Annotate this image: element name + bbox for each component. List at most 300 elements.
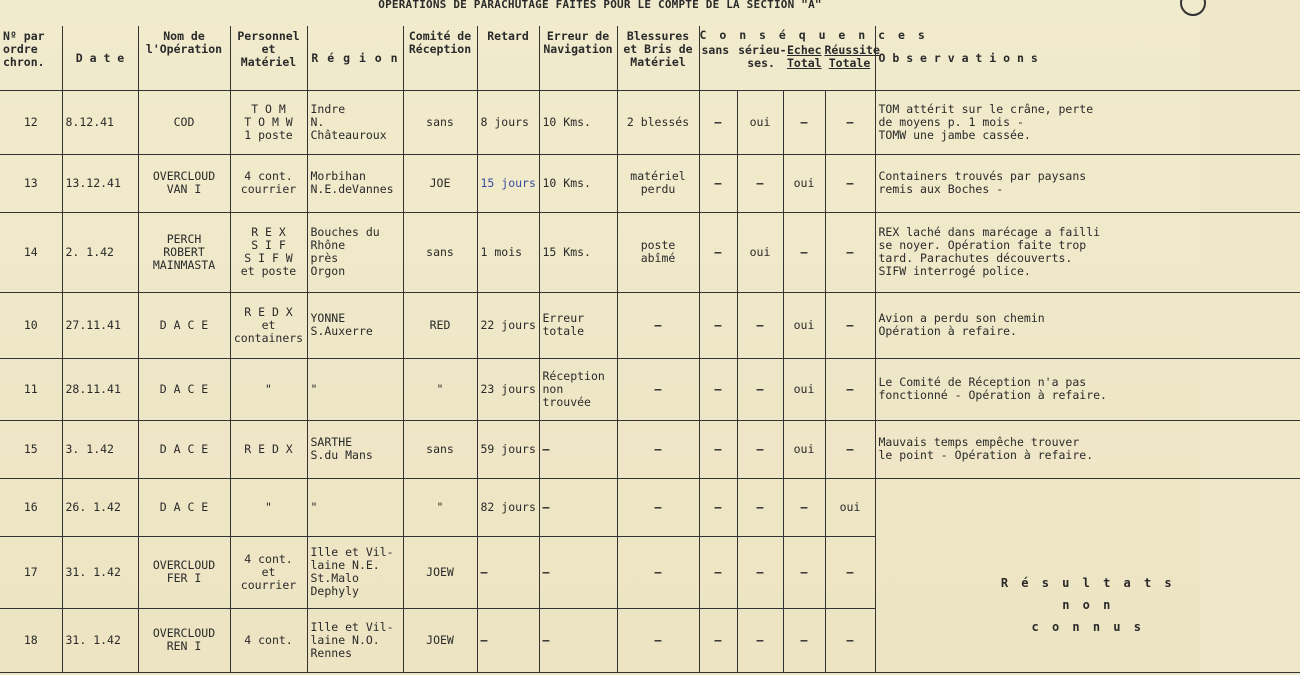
cell-operation xyxy=(138,478,230,536)
cell-erreur-line: — xyxy=(542,564,550,579)
cell-region-line: laine N.E. xyxy=(310,558,380,572)
cell-comite xyxy=(403,608,477,672)
table-row xyxy=(0,478,1300,536)
cell-num-line: 11 xyxy=(23,381,38,396)
cell-reussite-line: — xyxy=(846,441,854,456)
header-comite: Comité de Réception xyxy=(403,26,477,90)
cell-echec-line: oui xyxy=(793,441,815,456)
cell-blessures-line: — xyxy=(654,381,662,396)
cell-comite xyxy=(403,212,477,292)
header-operation: Nom de l'Opération xyxy=(138,26,230,90)
cell-erreur-line: totale xyxy=(542,324,585,338)
cell-num xyxy=(0,292,62,358)
cell-blessures-line: poste xyxy=(640,238,676,252)
cell-echec-line: oui xyxy=(793,175,815,190)
cell-region-line: Bouches du xyxy=(310,225,380,239)
cell-personnel-line: et poste xyxy=(240,264,297,278)
cell-comite xyxy=(403,154,477,212)
cell-personnel xyxy=(230,420,307,478)
cell-echec-line: — xyxy=(800,564,808,579)
cell-reussite xyxy=(825,154,875,212)
cell-operation-line: OVERCLOUD xyxy=(152,626,216,640)
cell-personnel-line: R E D X xyxy=(244,441,293,456)
cell-retard xyxy=(477,154,539,212)
cell-erreur-line: 15 Kms. xyxy=(542,244,591,259)
cell-observations-line: TOMW une jambe cassée. xyxy=(878,127,1031,142)
cell-erreur xyxy=(539,536,617,608)
cell-num xyxy=(0,358,62,420)
cell-observations-line: se noyer. Opération faite trop xyxy=(878,238,1087,252)
cell-operation xyxy=(138,608,230,672)
cell-region xyxy=(307,358,403,420)
cell-num-line: 17 xyxy=(23,564,38,579)
cell-serieuses xyxy=(737,420,783,478)
cell-sans-line: — xyxy=(714,632,722,647)
cell-blessures-line: abîmé xyxy=(640,251,676,265)
cell-sans-line: — xyxy=(714,114,722,129)
cell-observations-line: Containers trouvés par paysans xyxy=(878,169,1087,183)
cell-erreur xyxy=(539,358,617,420)
cell-operation-line: OVERCLOUD xyxy=(152,558,216,572)
header-consequences: C o n s é q u e n c e s xyxy=(699,28,928,42)
cell-region-line: St.Malo xyxy=(310,571,359,585)
cell-erreur-line: non xyxy=(542,381,564,396)
cell-operation-line: D A C E xyxy=(159,499,209,514)
cell-comite-line: sans xyxy=(426,114,454,129)
cell-erreur-line: Réception xyxy=(542,368,605,383)
cell-date-line: 8.12.41 xyxy=(65,114,114,129)
cell-sans-line: — xyxy=(714,441,722,456)
cell-sans xyxy=(699,608,737,672)
cell-personnel-line: R E X xyxy=(251,225,286,239)
cell-personnel-line: 4 cont. xyxy=(244,551,293,566)
cell-operation-line: D A C E xyxy=(159,381,209,396)
cell-erreur xyxy=(539,420,617,478)
cell-observations-line: Avion a perdu son chemin xyxy=(878,311,1045,325)
header-sans: sans xyxy=(701,43,730,57)
cell-serieuses xyxy=(737,358,783,420)
cell-reussite-line: — xyxy=(846,175,854,190)
cell-num xyxy=(0,420,62,478)
cell-region-line: Orgon xyxy=(310,264,346,278)
cell-retard xyxy=(477,90,539,154)
cell-reussite-line: — xyxy=(846,244,854,259)
cell-sans-line: — xyxy=(714,175,722,190)
header-reussite: Réussite Totale xyxy=(824,43,880,70)
cell-region xyxy=(307,420,403,478)
cell-serieuses xyxy=(737,608,783,672)
cell-personnel-line: " xyxy=(265,381,272,396)
cell-erreur xyxy=(539,608,617,672)
cell-erreur xyxy=(539,292,617,358)
cell-observations-line: remis aux Boches - xyxy=(878,182,1004,196)
header-serieuses: sérieu- ses. xyxy=(738,43,787,70)
cell-reussite xyxy=(825,608,875,672)
cell-num xyxy=(0,154,62,212)
cell-observations xyxy=(875,292,1300,358)
cell-retard xyxy=(477,420,539,478)
header-erreur: Erreur de Navigation xyxy=(539,26,617,90)
cell-reussite xyxy=(825,90,875,154)
cell-echec xyxy=(783,608,825,672)
cell-personnel-line: 1 poste xyxy=(244,127,293,142)
cell-personnel xyxy=(230,212,307,292)
cell-region xyxy=(307,212,403,292)
cell-operation-line: MAINMASTA xyxy=(152,257,216,272)
cell-reussite xyxy=(825,478,875,536)
cell-num xyxy=(0,608,62,672)
cell-personnel-line: 4 cont. xyxy=(244,632,293,647)
cell-region xyxy=(307,292,403,358)
cell-sans xyxy=(699,420,737,478)
table-row xyxy=(0,292,1300,358)
cell-date xyxy=(62,154,138,212)
cell-region-line: N.E.deVannes xyxy=(310,182,394,196)
header-date: D a t e xyxy=(62,26,138,90)
cell-num-line: 13 xyxy=(23,175,38,190)
cell-retard-line: 23 jours xyxy=(480,381,536,396)
cell-retard-line: 59 jours xyxy=(480,441,536,456)
table-row xyxy=(0,154,1300,212)
cell-sans xyxy=(699,212,737,292)
cell-operation xyxy=(138,536,230,608)
header-row xyxy=(0,26,1300,90)
cell-personnel xyxy=(230,608,307,672)
cell-reussite-line: — xyxy=(846,317,854,332)
cell-retard-line: 22 jours xyxy=(480,317,536,332)
cell-retard-line: 8 jours xyxy=(480,114,529,129)
operations-table xyxy=(0,26,1300,673)
cell-observations xyxy=(875,420,1300,478)
cell-personnel-line: et xyxy=(261,564,276,579)
cell-erreur-line: — xyxy=(542,499,550,514)
cell-serieuses xyxy=(737,154,783,212)
cell-echec xyxy=(783,536,825,608)
cell-retard xyxy=(477,536,539,608)
cell-comite xyxy=(403,478,477,536)
cell-operation-line: FER I xyxy=(166,571,202,585)
cell-personnel xyxy=(230,154,307,212)
cell-personnel-line: " xyxy=(265,499,272,514)
cell-observations-line: de moyens p. 1 mois - xyxy=(878,114,1024,129)
header-consequences-group xyxy=(699,26,928,90)
cell-date-line: 27.11.41 xyxy=(65,317,121,332)
cell-num xyxy=(0,536,62,608)
cell-comite-line: sans xyxy=(426,244,454,259)
cell-sans-line: — xyxy=(714,317,722,332)
cell-operation-line: OVERCLOUD xyxy=(152,169,216,183)
cell-operation-line: PERCH xyxy=(166,231,202,246)
cell-reussite-line: — xyxy=(846,564,854,579)
cell-region-line: S.du Mans xyxy=(310,448,373,462)
cell-num-line: 18 xyxy=(23,632,38,647)
cell-blessures xyxy=(617,90,699,154)
cell-retard-line: 82 jours xyxy=(480,499,536,514)
cell-serieuses-line: — xyxy=(756,632,764,647)
cell-blessures xyxy=(617,608,699,672)
cell-blessures xyxy=(617,536,699,608)
cell-sans xyxy=(699,292,737,358)
cell-sans xyxy=(699,90,737,154)
cell-operation xyxy=(138,358,230,420)
cell-date xyxy=(62,478,138,536)
cell-blessures-line: — xyxy=(654,564,662,579)
cell-erreur-line: 10 Kms. xyxy=(542,175,591,190)
cell-personnel xyxy=(230,292,307,358)
cell-region-line: Rennes xyxy=(310,645,353,660)
cell-date-line: 3. 1.42 xyxy=(65,441,114,456)
cell-region-line: laine N.O. xyxy=(310,632,380,647)
cell-personnel-line: 4 cont. xyxy=(244,169,293,183)
cell-echec-line: — xyxy=(800,632,808,647)
cell-region-line: YONNE xyxy=(310,311,346,325)
cell-retard-line: — xyxy=(480,632,488,647)
cell-blessures xyxy=(617,478,699,536)
cell-personnel-line: courrier xyxy=(240,577,297,592)
cell-region-line: " xyxy=(310,499,318,514)
cell-date xyxy=(62,536,138,608)
cell-sans-line: — xyxy=(714,381,722,396)
cell-date xyxy=(62,90,138,154)
cell-erreur xyxy=(539,90,617,154)
cell-retard xyxy=(477,608,539,672)
cell-comite xyxy=(403,358,477,420)
cell-operation-line: COD xyxy=(173,114,195,129)
cell-echec xyxy=(783,292,825,358)
cell-reussite-line: — xyxy=(846,114,854,129)
cell-date-line: 31. 1.42 xyxy=(65,564,121,579)
cell-reussite xyxy=(825,358,875,420)
cell-observations-line: Mauvais temps empêche trouver xyxy=(878,435,1080,449)
cell-echec-line: oui xyxy=(793,317,815,332)
cell-erreur xyxy=(539,212,617,292)
cell-personnel-line: R E D X xyxy=(244,304,293,319)
cell-date-line: 26. 1.42 xyxy=(65,499,121,514)
cell-serieuses-line: oui xyxy=(749,114,771,129)
cell-num-line: 12 xyxy=(23,114,38,129)
cell-retard-line: 1 mois xyxy=(480,244,523,259)
cell-region-line: Ille et Vil- xyxy=(310,619,394,634)
cell-retard xyxy=(477,292,539,358)
results-note-line: R é s u l t a t s xyxy=(1000,576,1175,590)
page-corner-mark xyxy=(1180,0,1206,16)
cell-region xyxy=(307,478,403,536)
cell-erreur-line: trouvée xyxy=(542,394,591,409)
cell-retard xyxy=(477,212,539,292)
cell-observations-line: TOM attérit sur le crâne, perte xyxy=(878,101,1094,116)
cell-operation xyxy=(138,90,230,154)
cell-region-line: Châteauroux xyxy=(310,127,387,142)
cell-serieuses xyxy=(737,478,783,536)
table-row xyxy=(0,212,1300,292)
cell-blessures-line: — xyxy=(654,499,662,514)
cell-personnel-line: T O M W xyxy=(244,114,293,129)
cell-erreur-line: — xyxy=(542,441,550,456)
cell-region-line: Ille et Vil- xyxy=(310,545,394,559)
cell-comite-line: " xyxy=(436,381,444,396)
cell-date-line: 31. 1.42 xyxy=(65,632,121,647)
cell-observations-line: Opération à refaire. xyxy=(878,324,1017,338)
cell-personnel-line: T O M xyxy=(251,101,286,116)
cell-sans-line: — xyxy=(714,244,722,259)
cell-blessures-line: perdu xyxy=(640,182,676,196)
cell-blessures-line: — xyxy=(654,317,662,332)
cell-blessures xyxy=(617,212,699,292)
cell-reussite xyxy=(825,212,875,292)
table-row xyxy=(0,420,1300,478)
cell-sans xyxy=(699,358,737,420)
cell-retard-line: — xyxy=(480,564,488,579)
cell-serieuses-line: — xyxy=(756,381,764,396)
cell-blessures-line: — xyxy=(654,441,662,456)
cell-region-line: S.Auxerre xyxy=(310,324,373,338)
cell-echec-line: — xyxy=(800,244,808,259)
cell-comite xyxy=(403,292,477,358)
cell-operation xyxy=(138,154,230,212)
cell-observations-line: fonctionné - Opération à refaire. xyxy=(878,388,1107,402)
cell-blessures xyxy=(617,420,699,478)
cell-operation xyxy=(138,420,230,478)
cell-reussite-line: — xyxy=(846,632,854,647)
cell-operation xyxy=(138,292,230,358)
cell-personnel-line: courrier xyxy=(240,182,297,196)
cell-reussite xyxy=(825,536,875,608)
cell-personnel-line: et xyxy=(261,317,276,332)
cell-comite-line: RED xyxy=(429,317,451,332)
cell-reussite xyxy=(825,420,875,478)
header-personnel: Personnel et Matériel xyxy=(230,26,307,90)
cell-region-line: près xyxy=(310,251,339,265)
cell-personnel-line: S I F W xyxy=(244,251,293,265)
cell-echec xyxy=(783,212,825,292)
cell-date-line: 13.12.41 xyxy=(65,175,121,190)
cell-sans-line: — xyxy=(714,499,722,514)
cell-blessures xyxy=(617,358,699,420)
cell-erreur xyxy=(539,478,617,536)
cell-operation-line: ROBERT xyxy=(163,244,205,259)
cell-retard-line: 15 jours xyxy=(480,175,536,190)
cell-region xyxy=(307,90,403,154)
cell-serieuses xyxy=(737,292,783,358)
cell-comite xyxy=(403,90,477,154)
cell-blessures-line: — xyxy=(654,632,662,647)
cell-serieuses-line: — xyxy=(756,317,764,332)
results-note-line: n o n xyxy=(1062,598,1114,612)
cell-date-line: 28.11.41 xyxy=(65,381,121,396)
cell-date xyxy=(62,608,138,672)
cell-operation-line: VAN I xyxy=(166,182,202,196)
table-row xyxy=(0,90,1300,154)
cell-num-line: 10 xyxy=(23,317,38,332)
cell-personnel xyxy=(230,478,307,536)
cell-reussite-line: — xyxy=(846,381,854,396)
cell-serieuses xyxy=(737,536,783,608)
cell-num-line: 15 xyxy=(23,441,38,456)
cell-erreur-line: 10 Kms. xyxy=(542,114,591,129)
cell-observations-line: le point - Opération à refaire. xyxy=(878,448,1094,462)
cell-date xyxy=(62,420,138,478)
cell-personnel xyxy=(230,536,307,608)
cell-blessures xyxy=(617,292,699,358)
cell-erreur-line: — xyxy=(542,632,550,647)
cell-erreur xyxy=(539,154,617,212)
cell-echec xyxy=(783,358,825,420)
cell-operation-line: REN I xyxy=(166,639,202,653)
cell-personnel xyxy=(230,358,307,420)
cell-observations-line: tard. Parachutes découverts. xyxy=(878,251,1073,265)
cell-num xyxy=(0,478,62,536)
cell-comite xyxy=(403,536,477,608)
cell-date xyxy=(62,358,138,420)
cell-blessures-line: 2 blessés xyxy=(626,114,690,129)
cell-region xyxy=(307,154,403,212)
cell-region-line: " xyxy=(310,381,318,396)
cell-num-line: 14 xyxy=(23,244,38,259)
cell-sans xyxy=(699,154,737,212)
header-region: R é g i o n xyxy=(307,26,403,90)
cell-echec-line: — xyxy=(800,499,808,514)
results-note-line: c o n n u s xyxy=(1031,620,1144,634)
cell-personnel-line: containers xyxy=(233,330,304,345)
table-row xyxy=(0,358,1300,420)
cell-operation xyxy=(138,212,230,292)
cell-erreur-line: Erreur xyxy=(542,311,585,325)
cell-region-line: Dephyly xyxy=(310,584,359,598)
cell-observations xyxy=(875,90,1300,154)
cell-echec xyxy=(783,154,825,212)
cell-region-line: N. xyxy=(310,114,325,129)
cell-blessures-line: matériel xyxy=(630,169,686,183)
cell-echec xyxy=(783,478,825,536)
cell-region-line: Rhône xyxy=(310,238,346,252)
cell-date-line: 2. 1.42 xyxy=(65,244,114,259)
cell-sans xyxy=(699,478,737,536)
cell-comite-line: " xyxy=(436,499,444,514)
cell-comite-line: JOEW xyxy=(426,632,454,647)
cell-personnel-line: S I F xyxy=(251,238,286,252)
cell-echec xyxy=(783,90,825,154)
cell-num xyxy=(0,212,62,292)
header-retard: Retard xyxy=(477,26,539,90)
cell-personnel xyxy=(230,90,307,154)
cell-observations-line: Le Comité de Réception n'a pas xyxy=(878,375,1087,389)
cell-retard xyxy=(477,358,539,420)
cell-region-line: SARTHE xyxy=(310,435,353,449)
document-title: OPERATIONS DE PARACHUTAGE FAITES POUR LE COMPTE DE LA SECTION "A" xyxy=(378,0,822,11)
cell-comite xyxy=(403,420,477,478)
cell-sans xyxy=(699,536,737,608)
cell-observations xyxy=(875,212,1300,292)
cell-serieuses-line: — xyxy=(756,564,764,579)
cell-comite-line: sans xyxy=(426,441,454,456)
cell-serieuses xyxy=(737,90,783,154)
cell-comite-line: JOEW xyxy=(426,564,454,579)
cell-region-line: Indre xyxy=(310,101,346,116)
cell-sans-line: — xyxy=(714,564,722,579)
cell-date xyxy=(62,292,138,358)
header-num: Nº par ordre chron. xyxy=(0,26,62,90)
cell-serieuses-line: — xyxy=(756,499,764,514)
header-blessures: Blessures et Bris de Matériel xyxy=(617,26,699,90)
cell-blessures xyxy=(617,154,699,212)
cell-serieuses-line: — xyxy=(756,175,764,190)
cell-echec-line: — xyxy=(800,114,808,129)
cell-serieuses-line: oui xyxy=(749,244,771,259)
cell-num xyxy=(0,90,62,154)
cell-serieuses-line: — xyxy=(756,441,764,456)
cell-observations xyxy=(875,154,1300,212)
cell-observations-line: REX laché dans marécage a failli xyxy=(878,225,1101,239)
